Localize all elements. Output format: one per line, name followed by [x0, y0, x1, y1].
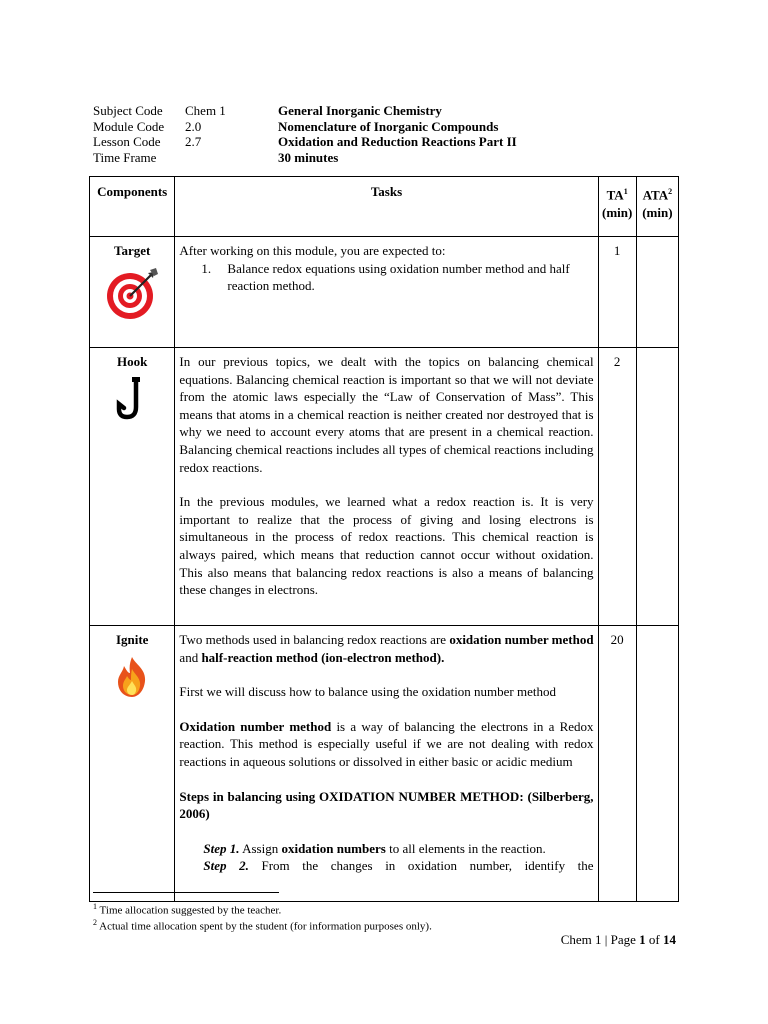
- column-header-ta: [598, 177, 636, 237]
- ignite-paragraph: [179, 631, 593, 666]
- ata-label: ATA: [642, 187, 669, 203]
- ta-label: TA: [606, 187, 624, 203]
- column-header-tasks: Tasks: [175, 177, 598, 237]
- column-header-ata: [636, 177, 678, 237]
- ta-target: 1: [598, 237, 636, 348]
- steps-heading: Steps in balancing using OXIDATION NUMBER METHOD: (Silberberg, 2006): [179, 788, 594, 822]
- step-label: Step 1.: [203, 840, 240, 856]
- target-intro: After working on this module, you are expected to:: [179, 243, 446, 258]
- header-label: Time Frame: [93, 149, 157, 165]
- step-item: [179, 840, 593, 858]
- footnote-number: 2: [93, 918, 97, 927]
- flame-icon: [112, 655, 152, 699]
- footnote-number: 1: [93, 902, 97, 911]
- header-title: General Inorganic Chemistry: [278, 103, 442, 118]
- pager-of: of: [645, 932, 663, 947]
- ignite-content: [179, 631, 593, 893]
- ata-footnote-ref: 2: [668, 187, 673, 196]
- footnote-text: Time allocation suggested by the teacher.: [97, 904, 282, 917]
- header-code: [185, 150, 278, 166]
- objective-item: [179, 260, 593, 295]
- header-code: 2.0: [185, 118, 202, 134]
- ata-ignite: [636, 626, 678, 902]
- header-row-module: [93, 119, 517, 135]
- header-code: Chem 1: [185, 103, 226, 118]
- ata-target: [636, 237, 678, 348]
- step-item: [179, 857, 593, 875]
- ta-unit: (min): [601, 204, 633, 220]
- hook-paragraph: In our previous topics, we dealt with the topics on balancing chemical equations. Balancing chemical reaction is important so that we will not deviate from the atomic laws especially the “Law of Conservation of Mass”. This means that atoms in a chemical reaction is neither created nor destroyed that is why we need to account every atoms that are present in a chemical reaction. Balancing chemical reactions includes all types of chemical reactions including redox reactions.: [179, 354, 594, 475]
- ta-ignite: 20: [598, 626, 636, 902]
- ignite-paragraph: [179, 718, 593, 771]
- text-run: From the changes in oxidation number, identify the: [248, 858, 594, 874]
- fishing-hook-icon: [114, 377, 150, 421]
- lesson-table: [89, 176, 679, 902]
- header-label: Subject Code: [93, 103, 163, 118]
- text-run: is a way of balancing the electrons in a Redox reaction. This method is especially useful if we are not dealing with redox reactions in aqueous solutions or dissolved in either basic or acidic medium: [179, 718, 594, 769]
- text-run: and: [179, 649, 202, 665]
- table-row-target: [90, 237, 679, 348]
- header-code: 2.7: [185, 134, 202, 149]
- step-label: Step 2.: [203, 858, 249, 874]
- pager-current: 1: [639, 932, 646, 947]
- table-row-ignite: [90, 626, 679, 902]
- text-run: Assign: [239, 840, 282, 856]
- ignite-paragraph: First we will discuss how to balance using the oxidation number method: [179, 684, 557, 700]
- ta-hook: 2: [598, 348, 636, 626]
- pager-prefix: Chem 1 | Page: [560, 932, 640, 947]
- header-title: 30 minutes: [278, 149, 339, 165]
- header-row-timeframe: [93, 150, 517, 166]
- text-run: to all elements in the reaction.: [385, 840, 546, 856]
- component-label: Ignite: [115, 632, 149, 647]
- footnote-separator: [93, 892, 279, 893]
- bold-run: half-reaction method (ion-electron method).: [201, 649, 445, 665]
- component-label: Hook: [117, 354, 148, 369]
- table-header-row: [90, 177, 679, 237]
- header-label: Lesson Code: [93, 134, 161, 149]
- component-label: Target: [114, 243, 151, 258]
- component-hook: [90, 348, 175, 626]
- bold-run: oxidation number method: [449, 632, 594, 647]
- bold-run: oxidation numbers: [281, 840, 386, 856]
- header-label: Module Code: [93, 118, 165, 134]
- component-ignite: [90, 626, 175, 902]
- pager-total: 14: [663, 932, 676, 947]
- footnote-1: [93, 900, 281, 918]
- task-target: [175, 237, 598, 348]
- column-header-components: Components: [90, 177, 175, 237]
- text-run: Two methods used in balancing redox reactions are: [179, 632, 450, 647]
- header-title: Oxidation and Reduction Reactions Part II: [278, 134, 517, 149]
- bold-run: Oxidation number method: [179, 718, 332, 734]
- table-row-hook: [90, 348, 679, 626]
- header-row-subject: [93, 103, 517, 119]
- header-row-lesson: [93, 134, 517, 150]
- component-target: [90, 237, 175, 348]
- ta-footnote-ref: 1: [623, 187, 628, 196]
- ata-unit: (min): [642, 204, 673, 220]
- page-number: [561, 932, 676, 948]
- task-ignite: [175, 626, 598, 902]
- ata-hook: [636, 348, 678, 626]
- footnote-text: Actual time allocation spent by the student (for information purposes only).: [97, 920, 432, 933]
- target-icon: [104, 266, 160, 322]
- header-title: Nomenclature of Inorganic Compounds: [278, 118, 499, 134]
- objective-number: 1.: [201, 260, 212, 276]
- task-hook: [175, 348, 598, 626]
- lesson-header: [93, 103, 517, 165]
- objective-text: Balance redox equations using oxidation number method and half reaction method.: [227, 260, 570, 294]
- footnote-2: [93, 916, 432, 934]
- hook-paragraph: In the previous modules, we learned what a redox reaction is. It is very important to realize that the process of giving and losing electrons is simultaneous in the process of redox reactions. This chemical reaction is always paired, which means that reduction cannot occur without oxidation. This also means that balancing redox reactions is also a means of balancing these changes in electrons.: [179, 494, 594, 598]
